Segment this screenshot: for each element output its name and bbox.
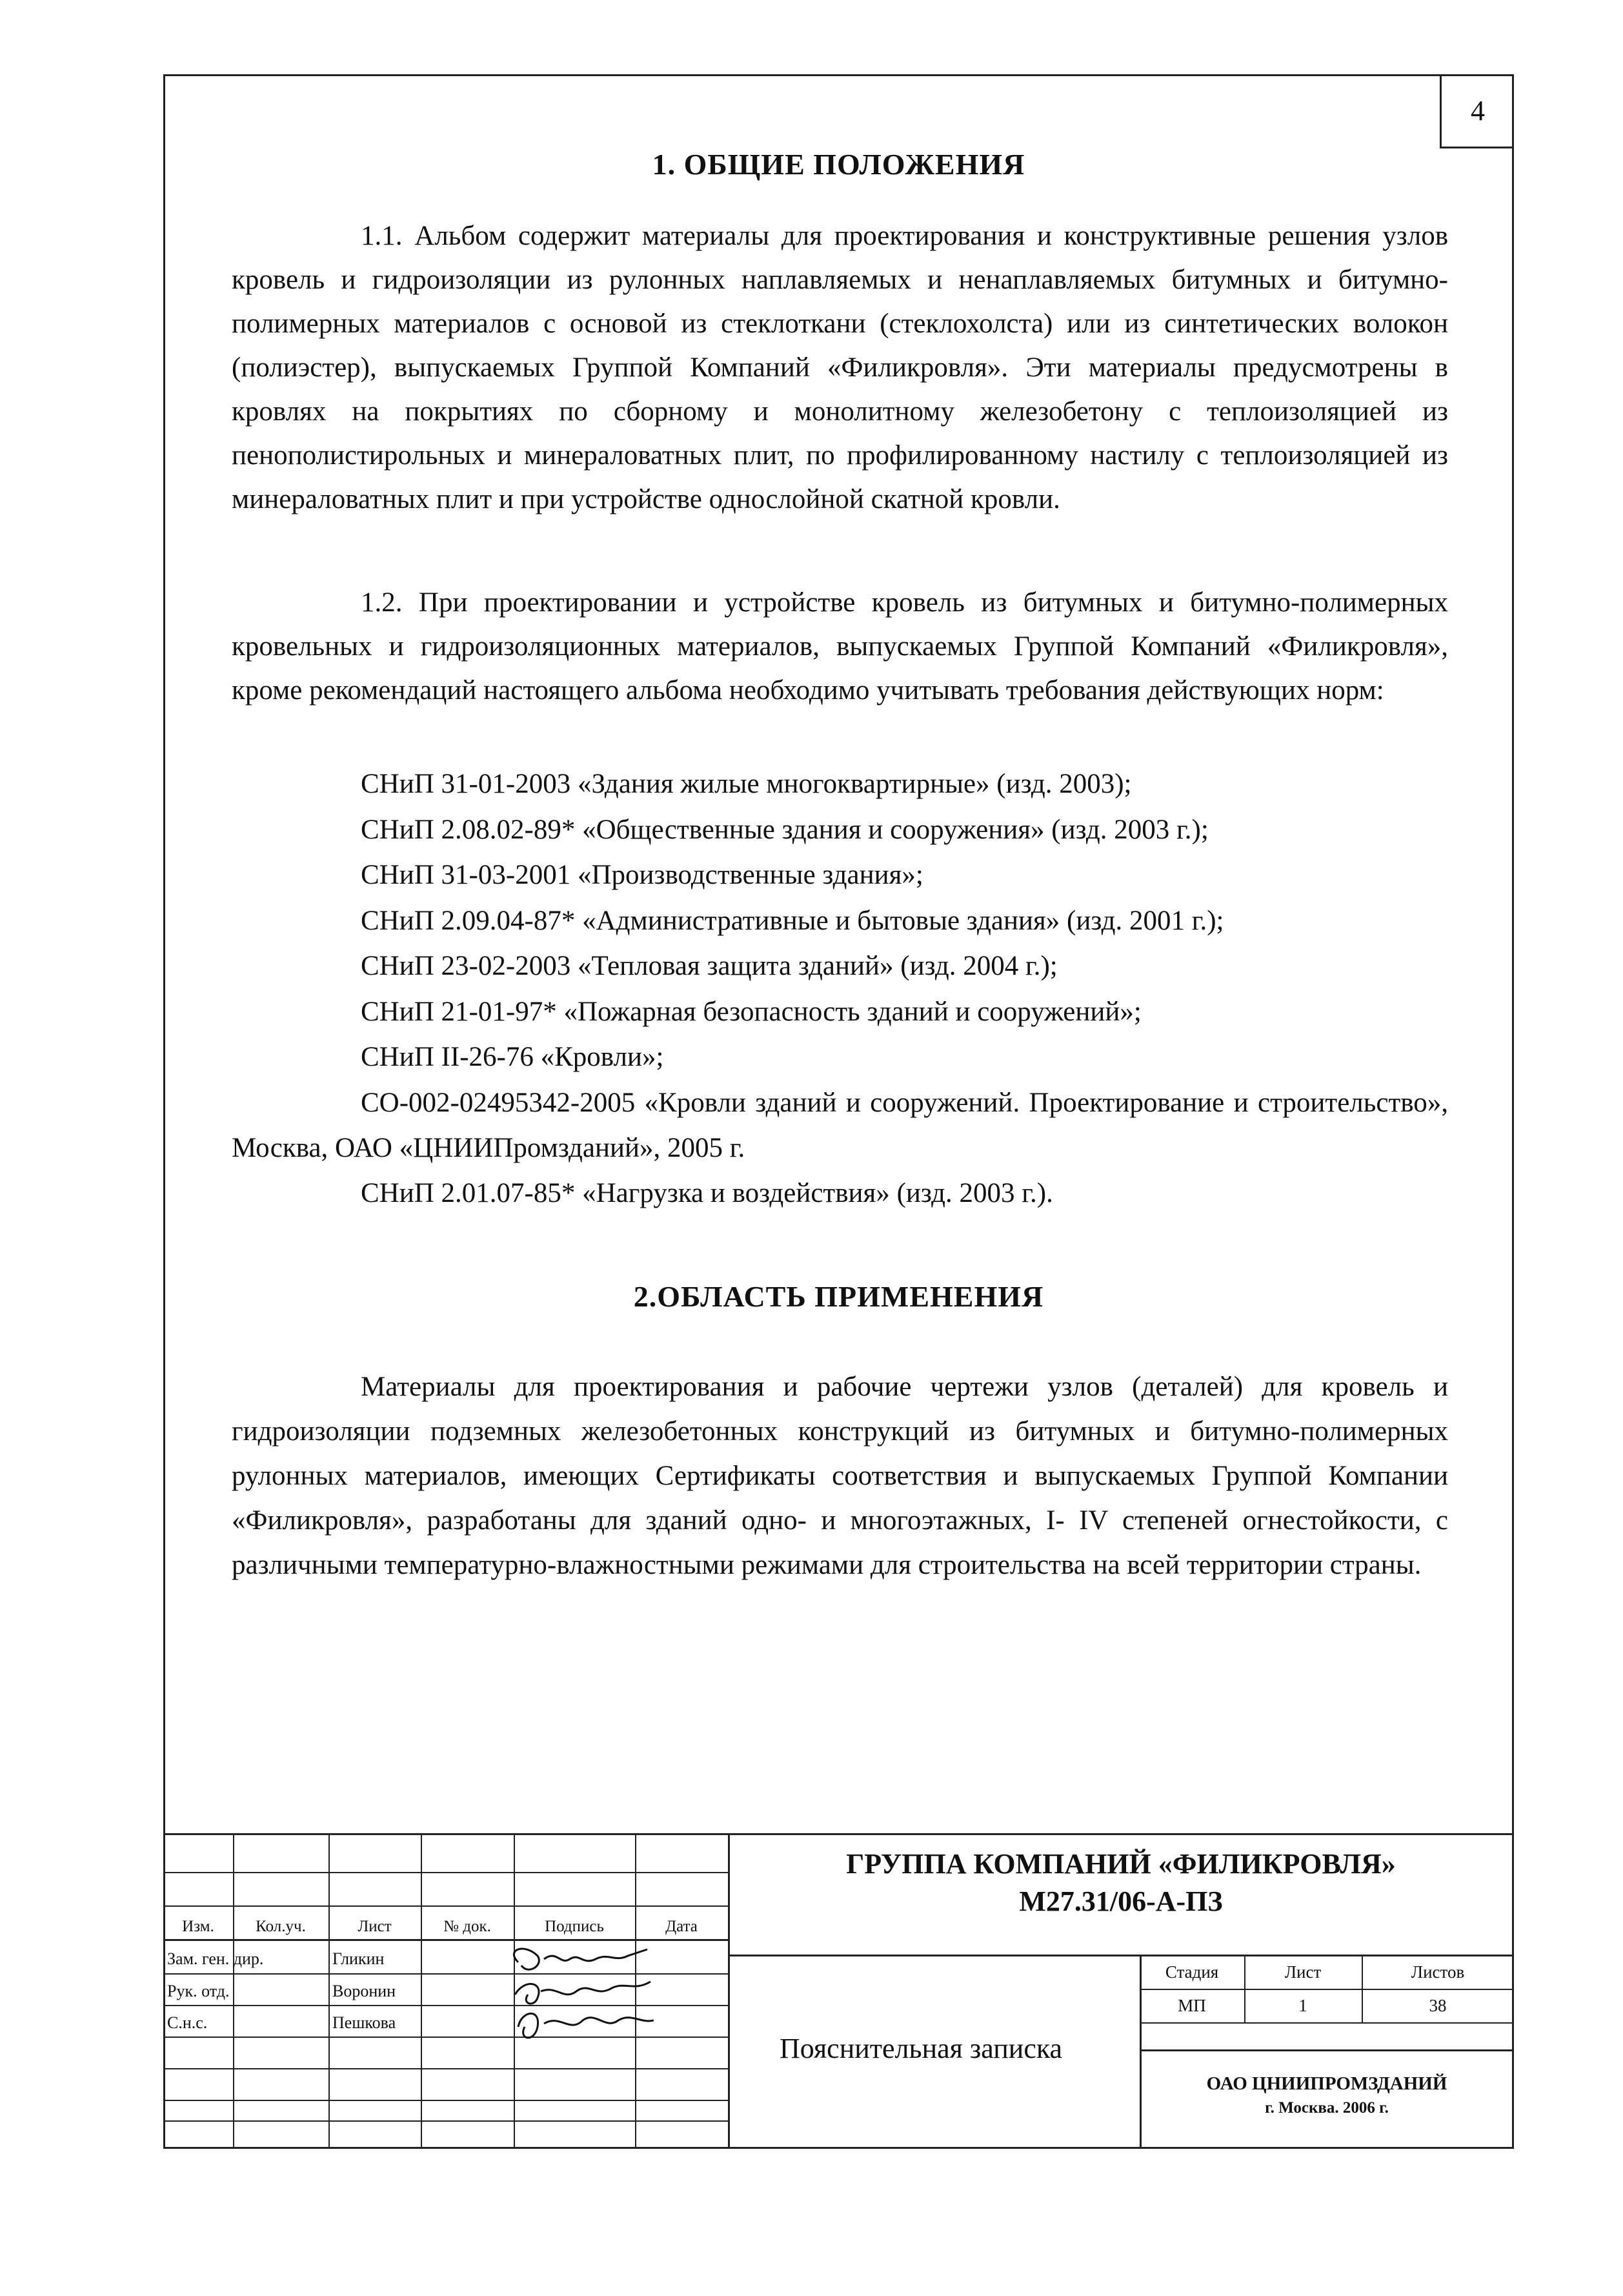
- organization-name: ОАО ЦНИИПРОМЗДАНИЙ: [1206, 2073, 1447, 2094]
- company-name: ГРУППА КОМПАНИЙ «ФИЛИКРОВЛЯ»: [846, 1848, 1396, 1880]
- name-1: Гликин: [332, 1949, 385, 1968]
- paragraph-1-2: 1.2. При проектировании и устройстве кровель из битумных и битумно-полимерных кровельных и гидроизоляционных материалов, выпускаемых Группой Компаний «Филикровля», кроме рекомендаций настоящего альбома необходимо учитывать требования действующих норм:: [232, 587, 1448, 706]
- sheets-value: 38: [1429, 1996, 1447, 2015]
- sheet-value: 1: [1298, 1996, 1307, 2015]
- stage-header: Стадия: [1165, 1962, 1219, 1982]
- col-date: Дата: [665, 1918, 698, 1935]
- norm-item: СНиП II-26-76 «Кровли»;: [361, 1042, 664, 1072]
- col-kol-uch: Кол.уч.: [256, 1918, 306, 1935]
- norm-item: СНиП 2.08.02-89* «Общественные здания и сооружения» (изд. 2003 г.);: [361, 814, 1209, 845]
- norm-item: СНиП 2.01.07-85* «Нагрузка и воздействия» (изд. 2003 г.).: [361, 1177, 1053, 1208]
- norm-item: СНиП 31-01-2003 «Здания жилые многоквартирные» (изд. 2003);: [361, 769, 1132, 799]
- signature-marks: [499, 1936, 654, 2053]
- role-1: Зам. ген. дир.: [167, 1949, 264, 1968]
- name-2: Воронин: [332, 1982, 396, 2000]
- col-izm: Изм.: [182, 1918, 214, 1935]
- stage-value: МП: [1178, 1996, 1206, 2015]
- document-code: М27.31/06-А-ПЗ: [1019, 1885, 1223, 1917]
- document-title: Пояснительная записка: [780, 2033, 1063, 2064]
- norms-list: [232, 762, 1448, 1216]
- col-signature: Подпись: [545, 1918, 604, 1935]
- organization-city-year: г. Москва. 2006 г.: [1265, 2099, 1389, 2117]
- paragraph-1-1: 1.1. Альбом содержит материалы для проектирования и конструктивные решения узлов кровель и гидроизоляции из рулонных наплавляемых и ненаплавляемых битумных и битумно-полимерных материалов с основой из стеклоткани (стеклохолста) или из синтетических волокон (полиэстер), выпускаемых Группой Компаний «Филикровля». Эти материалы предусмотрены в кровлях на покрытиях по сборному и монолитному железобетону с теплоизоляцией из пенополистирольных и минераловатных плит, по профилированному настилу с теплоизоляцией из минераловатных плит и при устройстве однослойной скатной кровли.: [232, 221, 1448, 514]
- col-list: Лист: [358, 1918, 392, 1935]
- norm-item: СНиП 23-02-2003 «Тепловая защита зданий» (изд. 2004 г.);: [361, 951, 1058, 981]
- paragraph-2: Материалы для проектирования и рабочие чертежи узлов (деталей) для кровель и гидроизоляции подземных железобетонных конструкций из битумных и битумно-полимерных рулонных материалов, имеющих Сертификаты соответствия и выпускаемых Группой Компании «Филикровля», разработаны для зданий одно- и многоэтажных, I- IV степеней огнестойкости, с различными температурно-влажностными режимами для строительства на всей территории страны.: [232, 1372, 1448, 1580]
- norm-item: СНиП 31-03-2001 «Производственные здания»;: [361, 860, 923, 890]
- sheets-header: Листов: [1411, 1962, 1465, 1982]
- norm-item: СНиП 2.09.04-87* «Административные и бытовые здания» (изд. 2001 г.);: [361, 905, 1224, 936]
- title-block: [163, 1833, 1514, 2149]
- section-2-title: 2.ОБЛАСТЬ ПРИМЕНЕНИЯ: [633, 1280, 1044, 1313]
- name-3: Пешкова: [332, 2013, 396, 2032]
- section-1-title: 1. ОБЩИЕ ПОЛОЖЕНИЯ: [652, 148, 1025, 181]
- page-number: 4: [1440, 74, 1514, 148]
- col-doc-no: № док.: [443, 1918, 491, 1935]
- norm-item: СО-002-02495342-2005 «Кровли зданий и сооружений. Проектирование и строительство», Москва, ОАО «ЦНИИПромзданий», 2005 г.: [232, 1087, 1448, 1163]
- role-2: Рук. отд.: [167, 1982, 230, 2000]
- sheet-header: Лист: [1284, 1962, 1322, 1982]
- norm-item: СНиП 21-01-97* «Пожарная безопасность зданий и сооружений»;: [361, 996, 1142, 1027]
- role-3: С.н.с.: [167, 2013, 208, 2032]
